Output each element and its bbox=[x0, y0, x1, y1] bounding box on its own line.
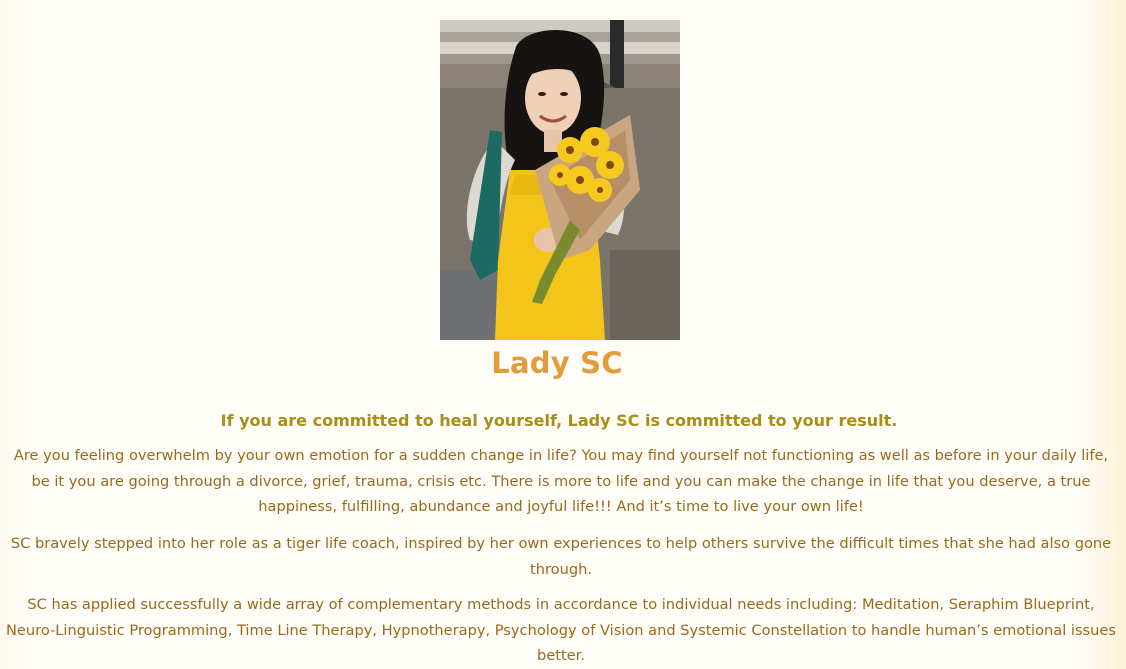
intro-paragraph-3: SC has applied successfully a wide array of complementary methods in accordance to individual needs including: Meditation, Seraphim Blueprint, Neuro-Linguistic Programming, Time Line Therapy, Hypnotherapy, Psychology of Vision and Systemic Constellation to handle human’s emotional issues better. bbox=[6, 596, 1116, 664]
profile-photo bbox=[440, 20, 680, 340]
tagline: If you are committed to heal yourself, Lady SC is committed to your result. bbox=[220, 411, 898, 430]
intro-paragraph-2: SC bravely stepped into her role as a tiger life coach, inspired by her own experiences to help others survive the difficult times that she had also gone through. bbox=[10, 535, 1112, 578]
profile-name: Lady SC bbox=[491, 346, 623, 380]
intro-paragraph-1: Are you feeling overwhelm by your own emotion for a sudden change in life? You may find yourself not functioning as well as before in your daily life, be it you are going through a divorce, grief, trauma, crisis etc. There is more to life and you can make the change in life that you deserve, a true happiness, fulfilling, abundance and joyful life!!! And it’s time to live your own life! bbox=[13, 447, 1109, 515]
